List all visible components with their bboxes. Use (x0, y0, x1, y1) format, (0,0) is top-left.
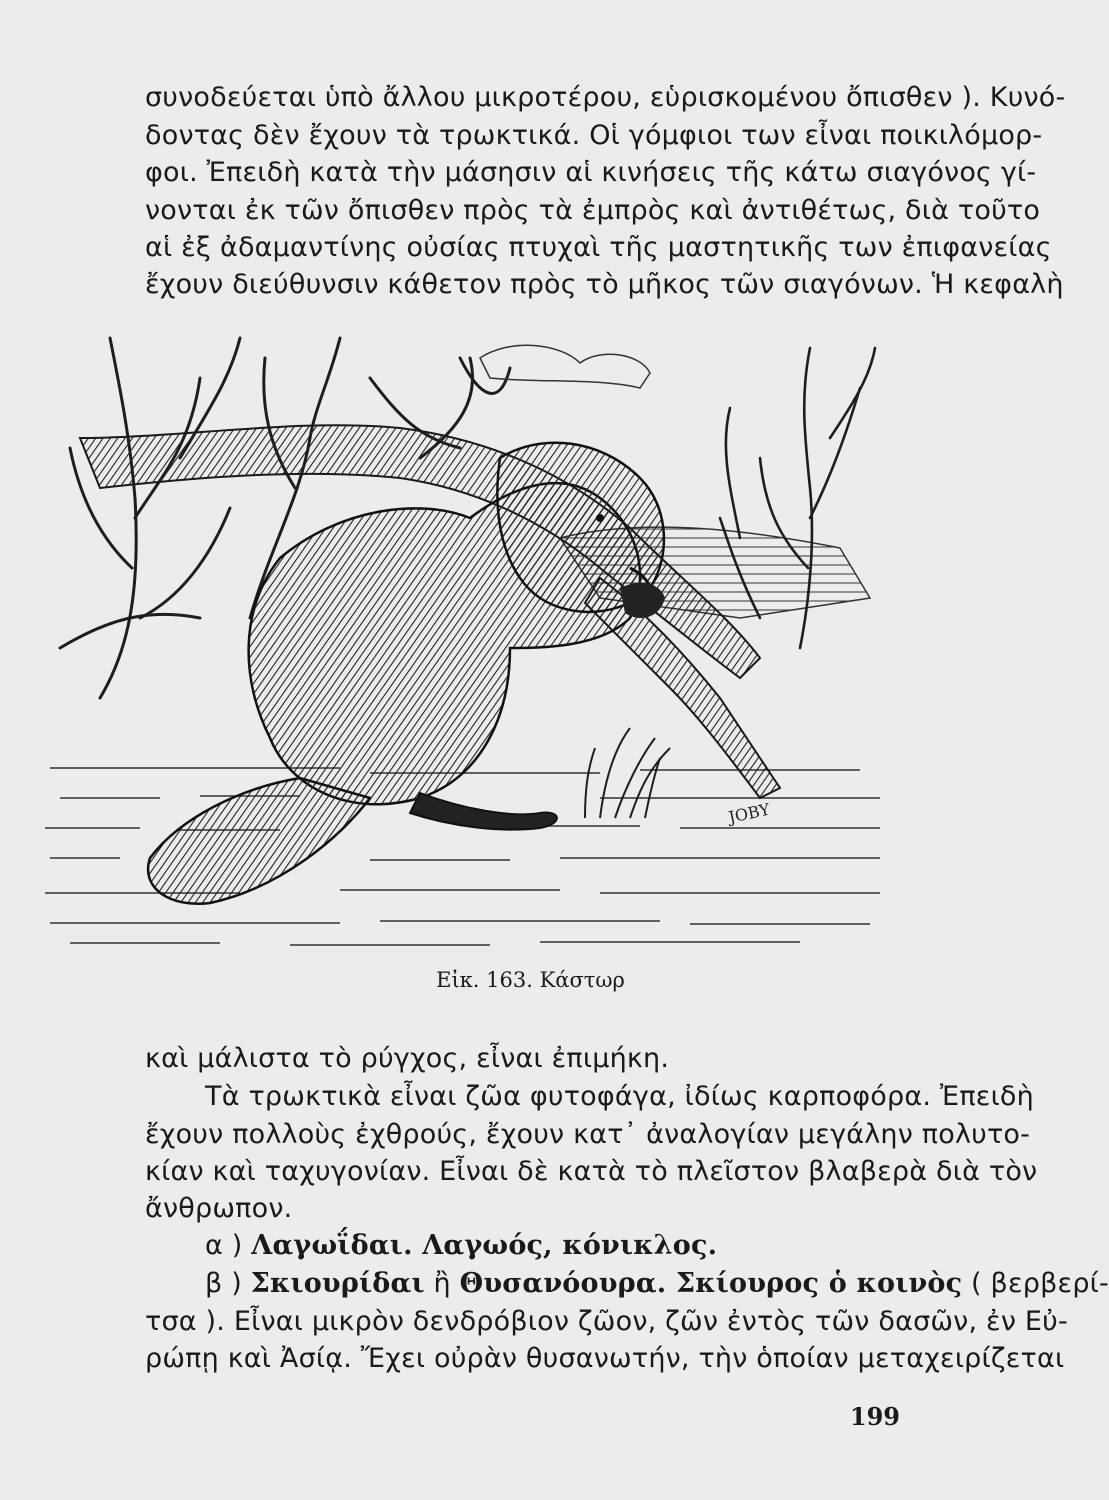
text-line: κίαν καὶ ταχυγονίαν. Εἶναι δὲ κατὰ τὸ πλεῖστον βλαβερὰ διὰ τὸν (145, 1156, 1038, 1187)
text-line: αἱ ἐξ ἀδαμαντίνης οὐσίας πτυχαὶ τῆς μαστητικῆς των ἐπιφανείας (145, 232, 1052, 263)
figure-caption: Εἰκ. 163. Κάστωρ (436, 968, 625, 992)
page-number: 199 (849, 1402, 900, 1431)
text-line: ἄνθρωπον. (145, 1193, 293, 1224)
text-line: νονται ἐκ τῶν ὄπισθεν πρὸς τὰ ἐμπρὸς καὶ ἀντιθέτως, διὰ τοῦτο (145, 195, 1041, 226)
engraver-signature: JOBY (726, 799, 772, 827)
text-line: ρώπῃ καὶ Ἀσίᾳ. Ἔχει οὐρὰν θυσανωτήν, τὴν ὁποίαν μεταχειρίζεται (145, 1343, 1065, 1374)
item-label: α ) (205, 1230, 252, 1261)
item-text: ( βερβερί- (962, 1268, 1109, 1299)
list-item-b (205, 1266, 1109, 1302)
text-line: ἔχουν διεύθυνσιν κάθετον πρὸς τὸ μῆκος τῶν σιαγόνων. Ἡ κεφαλὴ (145, 269, 1064, 300)
text-line: ἔχουν πολλοὺς ἐχθρούς, ἔχουν κατ᾽ ἀναλογίαν μεγάλην πολυτο- (145, 1119, 1031, 1150)
item-connector: ἢ (424, 1268, 460, 1299)
list-item-a (205, 1228, 890, 1264)
text-line: δοντας δὲν ἔχουν τὰ τρωκτικά. Οἱ γόμφιοι των εἶναι ποικιλόμορ- (145, 120, 1043, 151)
text-line: καὶ μάλιστα τὸ ρύγχος, εἶναι ἐπιμήκη. (145, 1043, 670, 1074)
text-line: Τὰ τρωκτικὰ εἶναι ζῶα φυτοφάγα, ἰδίως καρποφόρα. Ἐπειδὴ (205, 1081, 1034, 1112)
text-line: φοι. Ἐπειδὴ κατὰ τὴν μάσησιν αἱ κινήσεις τῆς κάτω σιαγόνος γί- (145, 157, 1037, 188)
beaver-illustration (40, 318, 890, 958)
item-heading: Λαγωΐδαι. Λαγωός, κόνικλος. (251, 1230, 718, 1261)
text-line: συνοδεύεται ὑπὸ ἄλλου μικροτέρου, εὑρισκομένου ὄπισθεν ). Κυνό- (145, 82, 1066, 113)
beaver-figure (148, 443, 665, 904)
item-label: β ) (205, 1268, 251, 1299)
item-heading: Θυσανόουρα. Σκίουρος ὁ κοινὸς (459, 1268, 963, 1299)
text-line: τσα ). Εἶναι μικρὸν δενδρόβιον ζῶον, ζῶν ἐντὸς τῶν δασῶν, ἐν Εὐ- (145, 1306, 1068, 1337)
item-heading: Σκιουρίδαι (250, 1268, 425, 1299)
